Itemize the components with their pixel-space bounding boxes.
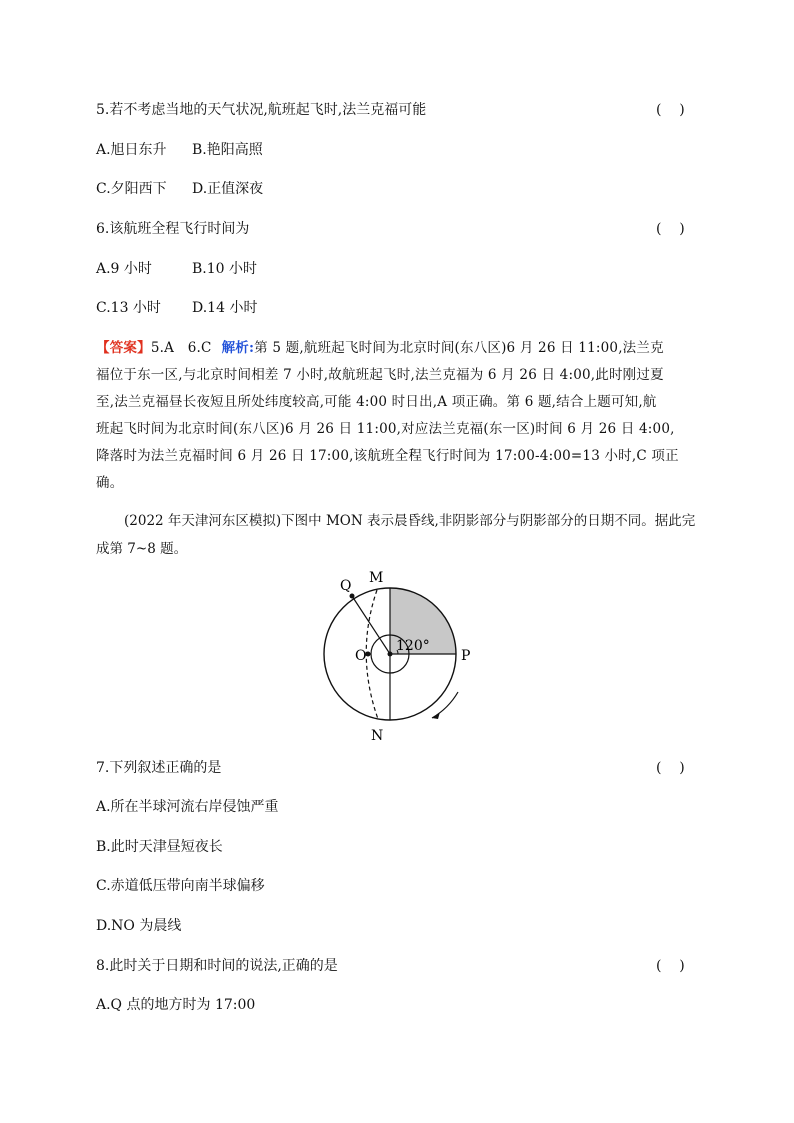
- answer-line-1: [96, 335, 696, 362]
- q6-option-a: A.9 小时: [96, 261, 152, 277]
- q7-option-c: C.赤道低压带向南半球偏移: [96, 878, 265, 894]
- q5-stem: 5.若不考虑当地的天气状况,航班起飞时,法兰克福可能: [96, 102, 427, 118]
- label-p: P: [461, 648, 471, 664]
- q6-stem: 6.该航班全程飞行时间为: [96, 221, 250, 237]
- center-point: [388, 652, 393, 657]
- terminator-diagram: [300, 566, 490, 746]
- label-o: O: [355, 648, 367, 664]
- arrow-head-icon: [432, 712, 440, 719]
- analysis-line-5: 降落时为法兰克福时间 6 月 26 日 17:00,该航班全程飞行时间为 17:00-4:00=13 小时,C 项正: [96, 448, 679, 464]
- analysis-line-2: 福位于东一区,与北京时间相差 7 小时,故航班起飞时,法兰克福为 6 月 26 日 4:00,此时刚过夏: [96, 367, 664, 383]
- q7-stem: 7.下列叙述正确的是: [96, 760, 222, 776]
- rotation-arrow: [432, 692, 458, 718]
- q7-option-b: B.此时天津昼短夜长: [96, 839, 223, 855]
- q7-answer-blank: ( ): [656, 760, 685, 776]
- analysis-line-6: 确。: [96, 475, 124, 491]
- answer-tag: 【答案】: [96, 340, 151, 356]
- label-m: M: [369, 570, 384, 586]
- label-angle: 120°: [396, 638, 430, 654]
- q8-stem: 8.此时关于日期和时间的说法,正确的是: [96, 958, 338, 974]
- analysis-tag: 解析:: [221, 340, 255, 356]
- answer-value: 5.A 6.C: [150, 340, 212, 356]
- q8-option-a: A.Q 点的地方时为 17:00: [96, 997, 256, 1013]
- q7-option-a: A.所在半球河流右岸侵蚀严重: [96, 799, 279, 815]
- q6-answer-blank: ( ): [656, 221, 685, 237]
- q6-option-c: C.13 小时: [96, 300, 161, 316]
- analysis-line-4: 班起飞时间为北京时间(东八区)6 月 26 日 11:00,对应法兰克福(东一区)时间 6 月 26 日 4:00,: [96, 421, 675, 437]
- q5-option-c: C.夕阳西下: [96, 181, 167, 197]
- radius-oq: [352, 596, 390, 654]
- q5-option-a: A.旭日东升: [96, 142, 167, 158]
- point-q: [350, 594, 355, 599]
- q5-answer-blank: ( ): [656, 102, 685, 118]
- q5-option-b: B.艳阳高照: [192, 142, 263, 158]
- q8-answer-blank: ( ): [656, 958, 685, 974]
- label-q: Q: [340, 578, 352, 594]
- analysis-text: 第 5 题,航班起飞时间为北京时间(东八区)6 月 26 日 11:00,法兰克: [254, 340, 664, 356]
- label-n: N: [371, 728, 384, 744]
- diagram-intro: (2022 年天津河东区模拟)下图中 MON 表示晨昏线,非阴影部分与阴影部分的日期不同。据此完成第 7~8 题。: [96, 513, 696, 557]
- analysis-line-3: 至,法兰克福昼长夜短且所处纬度较高,可能 4:00 时日出,A 项正确。第 6 题,结合上题可知,航: [96, 394, 657, 410]
- q6-option-b: B.10 小时: [192, 261, 258, 277]
- q7-option-d: D.NO 为晨线: [96, 918, 182, 934]
- q5-option-d: D.正值深夜: [192, 181, 264, 197]
- answer-analysis: [96, 335, 696, 497]
- q6-option-d: D.14 小时: [192, 300, 258, 316]
